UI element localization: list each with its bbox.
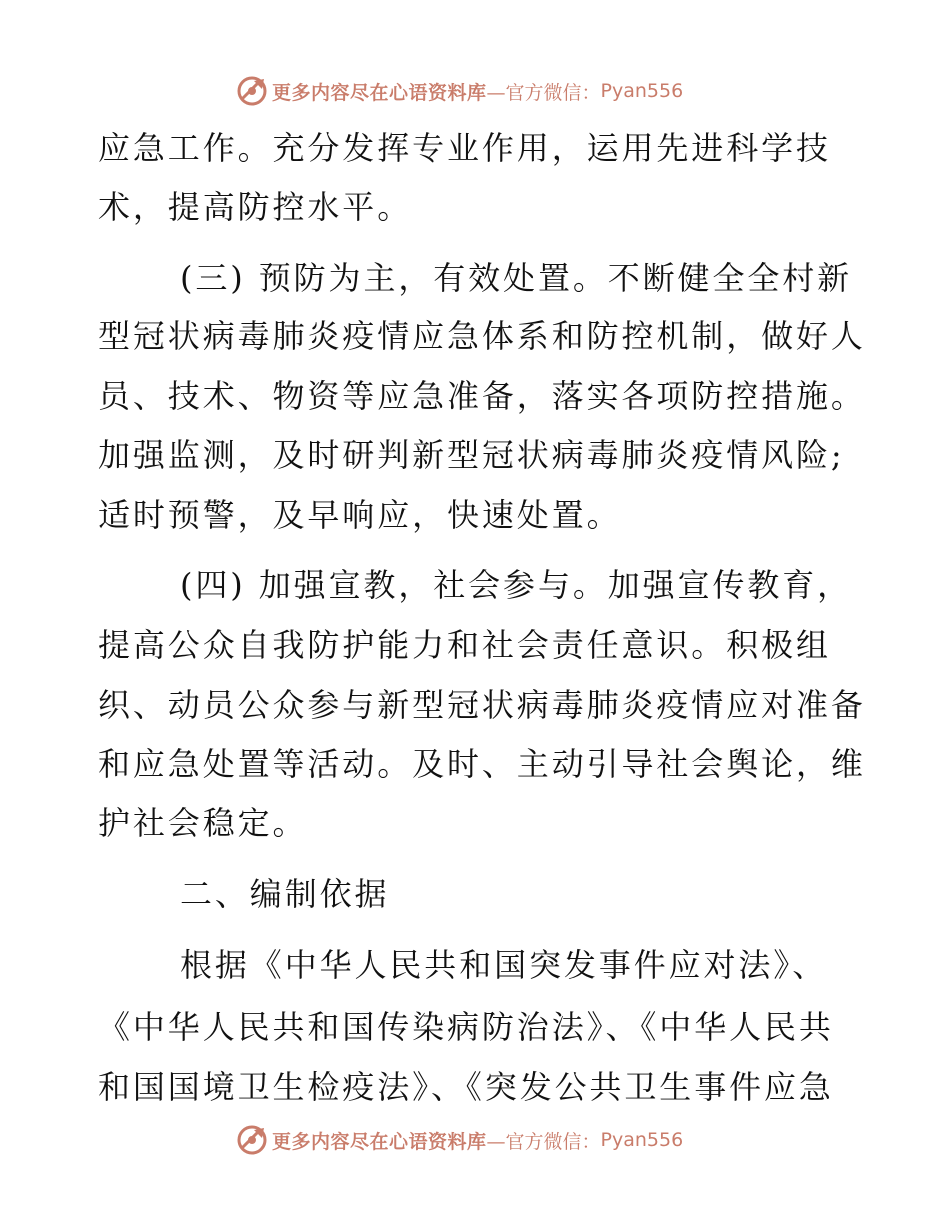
header-watermark	[236, 74, 683, 108]
text-line: 型冠状病毒肺炎疫情应急体系和防控机制，做好人	[98, 317, 866, 355]
watermark-id-text: Pyan556	[600, 80, 684, 102]
watermark-main-text: 更多内容尽在心语资料库	[272, 1130, 487, 1153]
text-line: 术，提高防控水平。	[98, 188, 413, 226]
text-line: 和国国境卫生检疫法》、《突发公共卫生事件应急	[98, 1068, 834, 1106]
text-line: 适时预警，及早响应，快速处置。	[98, 496, 622, 534]
text-line: 员、技术、物资等应急准备，落实各项防控措施。	[98, 377, 866, 415]
footer-watermark	[236, 1123, 683, 1157]
text-line: 护社会稳定。	[98, 804, 308, 842]
watermark-main-text: 更多内容尽在心语资料库	[272, 81, 487, 104]
text-line: 《中华人民共和国传染病防治法》、《中华人民共	[98, 1008, 834, 1046]
watermark-sub-text: —官方微信：	[486, 81, 601, 104]
logo-icon	[236, 75, 268, 107]
text-line: 织、动员公众参与新型冠状病毒肺炎疫情应对准备	[98, 686, 866, 724]
text-line: (四) 加强宣教，社会参与。加强宣传教育，	[180, 566, 853, 604]
text-line: 提高公众自我防护能力和社会责任意识。积极组	[98, 626, 831, 664]
text-line: 根据《中华人民共和国突发事件应对法》、	[180, 946, 828, 984]
logo-icon	[236, 1124, 268, 1156]
text-line: (三) 预防为主，有效处置。不断健全全村新	[180, 259, 853, 297]
watermark-id-text: Pyan556	[600, 1129, 684, 1151]
text-line: 应急工作。充分发挥专业作用，运用先进科学技	[98, 129, 831, 167]
watermark-sub-text: —官方微信：	[486, 1130, 601, 1153]
text-line: 加强监测，及时研判新型冠状病毒肺炎疫情风险;	[98, 436, 845, 474]
text-line: 和应急处置等活动。及时、主动引导社会舆论，维	[98, 745, 866, 783]
section-heading: 二、编制依据	[180, 875, 390, 913]
